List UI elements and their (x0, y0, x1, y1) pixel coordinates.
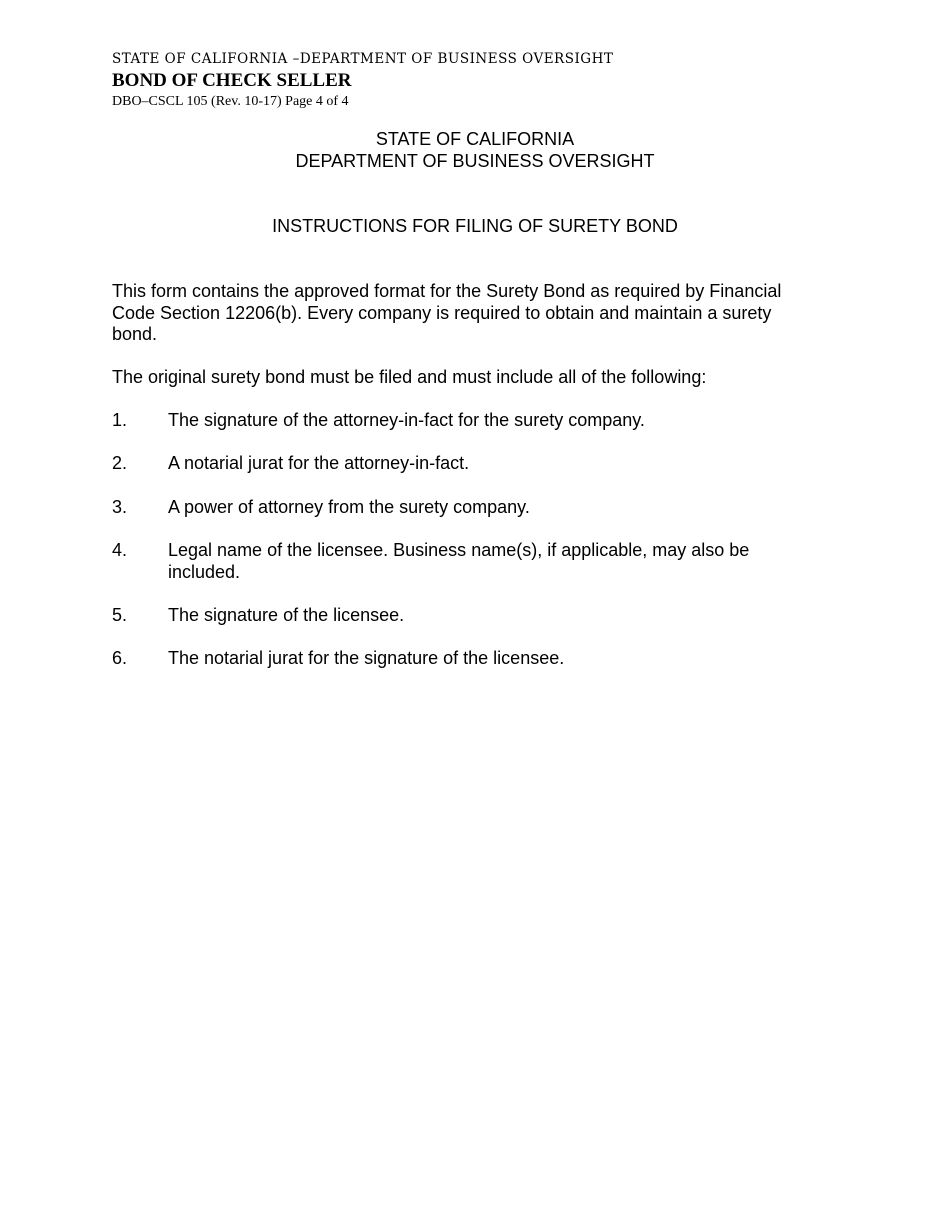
list-item-text: A power of attorney from the surety company. (168, 497, 530, 517)
heading-department: DEPARTMENT OF BUSINESS OVERSIGHT (295, 151, 655, 171)
list-item-text: The signature of the licensee. (168, 605, 405, 625)
header-agency: STATE OF CALIFORNIA –DEPARTMENT OF BUSINESS OVERSIGHT (112, 51, 614, 67)
list-item-text: The notarial jurat for the signature of the licensee. (168, 648, 565, 668)
lead-paragraph: The original surety bond must be filed and must include all of the following: (112, 367, 707, 387)
list-item-number: 3. (112, 497, 128, 517)
list-item-text: Legal name of the licensee. Business name(s), if applicable, may also be included. (168, 540, 750, 582)
intro-paragraph: This form contains the approved format for the Surety Bond as required by Financial Code Section 12206(b). Every company is required to obtain and maintain a surety bond. (112, 281, 782, 344)
header-form-title: BOND OF CHECK SELLER (112, 70, 352, 91)
list-item-number: 5. (112, 605, 128, 625)
list-item-number: 2. (112, 453, 128, 473)
list-item-number: 1. (112, 410, 128, 430)
instructions-title: INSTRUCTIONS FOR FILING OF SURETY BOND (272, 216, 678, 236)
list-item-number: 6. (112, 648, 128, 668)
header-form-id: DBO–CSCL 105 (Rev. 10-17) Page 4 of 4 (112, 94, 349, 109)
list-item-text: A notarial jurat for the attorney-in-fact. (168, 453, 470, 473)
list-item-number: 4. (112, 540, 128, 560)
heading-state: STATE OF CALIFORNIA (375, 129, 575, 149)
list-item-text: The signature of the attorney-in-fact for the surety company. (168, 410, 645, 430)
